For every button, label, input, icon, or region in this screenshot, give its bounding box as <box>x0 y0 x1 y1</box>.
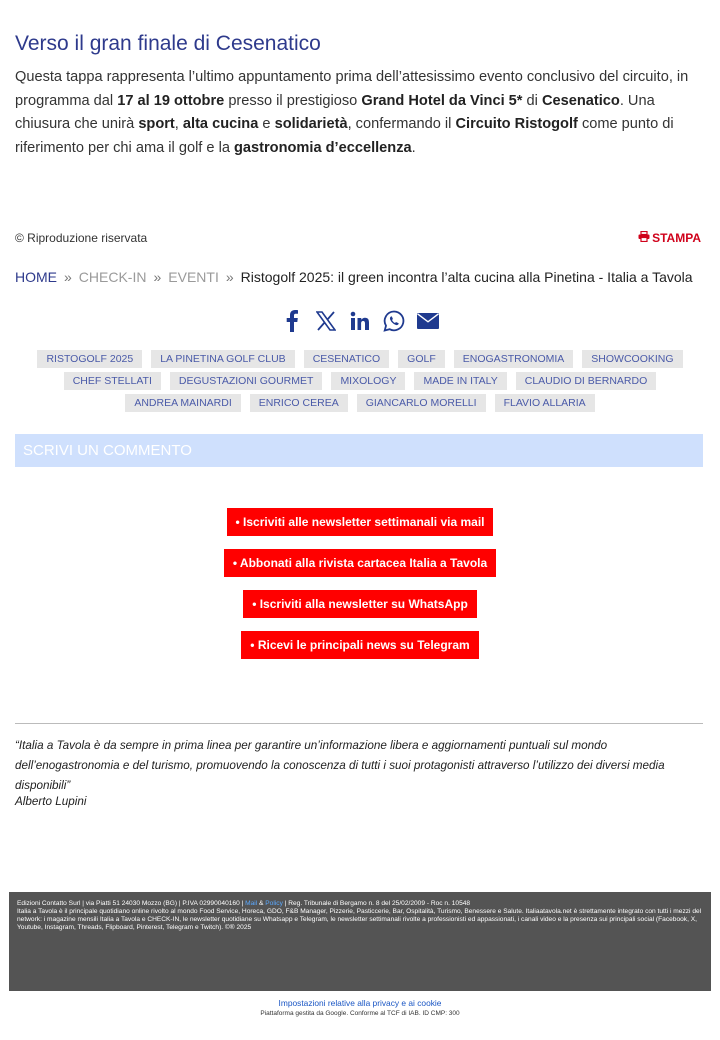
tag-chip[interactable]: RISTOGOLF 2025 <box>37 350 142 368</box>
privacy-bar <box>0 998 720 1017</box>
tag-chip[interactable]: GOLF <box>398 350 445 368</box>
tag-chip[interactable]: ENOGASTRONOMIA <box>454 350 574 368</box>
subscribe-cta-list <box>0 508 720 672</box>
article-paragraph: Questa tappa rappresenta l’ultimo appuntamento prima dell’attesissimo evento conclusivo del circuito, in programma dal 17 al 19 ottobre presso il prestigioso Grand Hotel da Vinci 5* di Cesenatico. Una chiusura che unirà sport, alta cucina e solidarietà, confermando il Circuito Ristogolf come punto di riferimento per chi ama il golf e la gastronomia d’eccellenza. <box>15 69 689 156</box>
editorial-quote: “Italia a Tavola è da sempre in prima linea per garantire un’informazione libera e aggiornamenti puntuali sul mondo dell’enogastronomia e del turismo, promuovendo la conoscenza di tutti i suoi protagonisti attraverso l’utilizzo dei diversi media disponibili” <box>15 739 665 792</box>
footer-description: Italia a Tavola è il principale quotidiano online rivolto al mondo Food Service, Horeca, GDO, F&B Manager, Pizzerie, Pasticcerie, Bar, Ospitalità, Turismo, Benessere e Salute. Italiaatavola.net è strettamente integrato con tutti i mezzi del network: i magazine mensili Italia a Tavola e CHECK-IN, le newsletter quotidiane su Whatsapp e Telegram, le newsletter settimanali rivolte a professionisti ed appassionati, i canali video e la presenza sui principali social (Facebook, X, Youtube, Instagram, Threads, Flipboard, Pinterest, Telegram e Twitch). ©® 2025 <box>17 908 702 931</box>
copyright-notice: © Riproduzione riservata <box>15 231 148 245</box>
print-button[interactable] <box>638 231 701 245</box>
tag-chip[interactable]: GIANCARLO MORELLI <box>357 394 486 412</box>
breadcrumb-separator: » <box>225 269 234 285</box>
tag-chip[interactable]: SHOWCOOKING <box>582 350 682 368</box>
site-footer <box>9 892 711 991</box>
tag-chip[interactable]: DEGUSTAZIONI GOURMET <box>170 372 323 390</box>
divider <box>15 723 703 724</box>
cmp-info: Piattaforma gestita da Google. Conforme al TCF di IAB. ID CMP: 300 <box>260 1010 460 1017</box>
footer-policy-link[interactable]: Policy <box>265 900 283 907</box>
linkedin-icon[interactable] <box>348 308 372 334</box>
tag-chip[interactable]: CLAUDIO DI BERNARDO <box>516 372 657 390</box>
breadcrumb-separator: » <box>64 269 72 285</box>
section-title: Verso il gran finale di Cesenatico <box>15 32 321 55</box>
magazine-subscribe-button[interactable]: • Abbonati alla rivista cartacea Italia a Tavola <box>224 549 496 577</box>
share-bar <box>0 308 720 334</box>
tag-chip[interactable]: LA PINETINA GOLF CLUB <box>151 350 294 368</box>
footer-company-info: Edizioni Contatto Surl | via Piatti 51 24030 Mozzo (BG) | P.IVA 02990040160 | Mail & Policy | Reg. Tribunale di Bergamo n. 8 del 25/02/2009 - Roc n. 10548 <box>17 900 471 907</box>
tag-chip[interactable]: FLAVIO ALLARIA <box>495 394 595 412</box>
print-label: STAMPA <box>652 231 701 245</box>
facebook-icon[interactable] <box>280 308 304 334</box>
write-comment-bar[interactable]: SCRIVI UN COMMENTO <box>15 434 703 467</box>
tag-chip[interactable]: CHEF STELLATI <box>64 372 161 390</box>
email-icon[interactable] <box>416 308 440 334</box>
breadcrumb-separator: » <box>153 269 162 285</box>
quote-author: Alberto Lupini <box>15 795 87 808</box>
tag-chip[interactable]: MIXOLOGY <box>331 372 405 390</box>
telegram-news-button[interactable]: • Ricevi le principali news su Telegram <box>241 631 478 659</box>
breadcrumb-home-link[interactable]: HOME <box>15 269 57 285</box>
whatsapp-newsletter-button[interactable]: • Iscriviti alla newsletter su WhatsApp <box>243 590 477 618</box>
footer-mail-link[interactable]: Mail <box>245 900 258 907</box>
newsletter-email-button[interactable]: • Iscriviti alle newsletter settimanali via mail <box>227 508 494 536</box>
breadcrumb-current: Ristogolf 2025: il green incontra l’alta cucina alla Pinetina - Italia a Tavola <box>240 269 693 285</box>
breadcrumb-eventi-link[interactable]: EVENTI <box>168 269 219 285</box>
x-icon[interactable] <box>314 308 338 334</box>
tag-chip[interactable]: CESENATICO <box>304 350 389 368</box>
tag-list <box>15 350 705 412</box>
breadcrumb <box>15 269 693 285</box>
tag-chip[interactable]: ANDREA MAINARDI <box>125 394 240 412</box>
tag-chip[interactable]: MADE IN ITALY <box>414 372 506 390</box>
tag-chip[interactable]: ENRICO CEREA <box>250 394 348 412</box>
privacy-settings-link[interactable]: Impostazioni relative alla privacy e ai cookie <box>278 998 442 1008</box>
printer-icon <box>638 231 650 245</box>
breadcrumb-checkin-link[interactable]: CHECK-IN <box>78 269 147 285</box>
whatsapp-icon[interactable] <box>382 308 406 334</box>
